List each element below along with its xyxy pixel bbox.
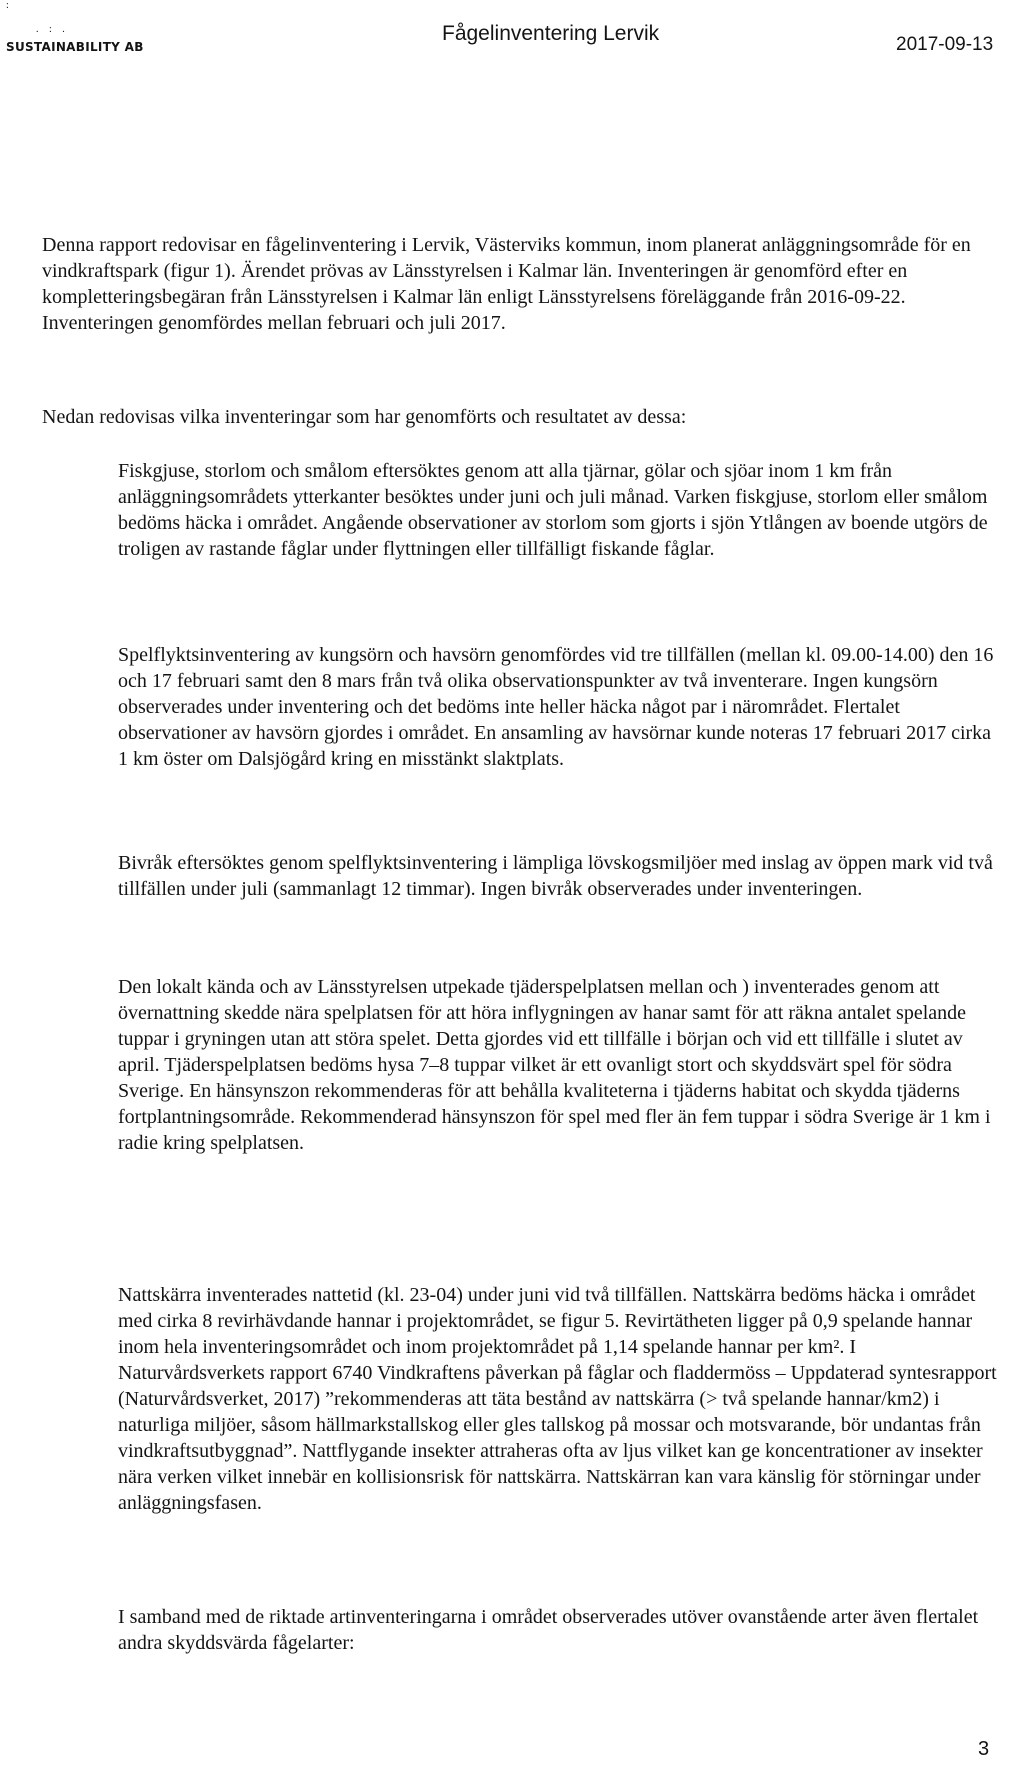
paragraph-fiskgjuse: Fiskgjuse, storlom och smålom eftersöktes genom att alla tjärnar, gölar och sjöar inom 1 km från anläggningsområdets ytterkanter besöktes under juni och juli månad. Varken fiskgjuse, storlom eller smålom bedöms häcka i området. Angående observationer av storlom som gjorts i sjön Ytlången av boende utgörs de troligen av rastande fåglar under flyttningen eller tillfälligt fiskande fåglar.: [118, 460, 988, 560]
logo-marks: . : .: [36, 24, 69, 35]
page-number: 3: [978, 1738, 990, 1760]
paragraph-ovriga: I samband med de riktade artinventeringarna i området observerades utöver ovanstående arter även flertalet andra skyddsvärda fågelarter:: [118, 1606, 979, 1654]
header-title: Fågelinventering Lervik: [442, 22, 660, 45]
paragraph-nattskarra: Nattskärra inventerades nattetid (kl. 23-04) under juni vid två tillfällen. Nattskärra bedöms häcka i området med cirka 8 revirhävdande hannar i projektområdet, se figur 5. Revirtätheten ligger på 0,9 spelande hannar inom hela inventeringsområdet och inom projektområdet på 1,14 spelande hannar per km². I Naturvårdsverkets rapport 6740 Vindkraftens påverkan på fåglar och fladdermöss – Uppdaterad syntesrapport (Naturvårdsverket, 2017) ”rekommenderas att täta bestånd av nattskärra (> två spelande hannar/km2) i naturliga miljöer, såsom hällmarkstallskog eller gles tallskog på mossar och motsvarande, bör undantas från vindkraftsutbyggnad”. Nattflygande insekter attraheras ofta av ljus vilket kan ge koncentrationer av insekter nära verken vilket innebär en kollisionsrisk för nattskärra. Nattskärran kan vara känslig för störningar under anläggningsfasen.: [118, 1284, 997, 1514]
company-name: SUSTAINABILITY AB: [6, 40, 144, 54]
paragraph-intro: Denna rapport redovisar en fågelinventering i Lervik, Västerviks kommun, inom planerat anläggningsområde för en vindkraftspark (figur 1). Ärendet prövas av Länsstyrelsen i Kalmar län. Inventeringen är genomförd efter en kompletteringsbegäran från Länsstyrelsen i Kalmar län enligt Länsstyrelsens föreläggande från 2016-09-22. Inventeringen genomfördes mellan februari och juli 2017.: [42, 234, 971, 334]
paragraph-overview: Nedan redovisas vilka inventeringar som har genomförts och resultatet av dessa:: [42, 406, 687, 428]
paragraph-bivrak: Bivråk eftersöktes genom spelflyktsinventering i lämpliga lövskogsmiljöer med inslag av öppen mark vid två tillfällen under juli (sammanlagt 12 timmar). Ingen bivråk observerades under inventeringen.: [118, 852, 993, 900]
paragraph-orn: Spelflyktsinventering av kungsörn och havsörn genomfördes vid tre tillfällen (mellan kl. 09.00-14.00) den 16 och 17 februari samt den 8 mars från två olika observationspunkter av två inventerare. Ingen kungsörn observerades under inventering och det bedöms inte heller häcka något par i närområdet. Flertalet observationer av havsörn gjordes i området. En ansamling av havsörnar kunde noteras 17 februari 2017 cirka 1 km öster om Dalsjögård kring en misstänkt slaktplats.: [118, 644, 994, 770]
scan-mark: :: [6, 0, 9, 11]
paragraph-tjader: Den lokalt kända och av Länsstyrelsen utpekade tjäderspelplatsen mellan och ) inventerades genom att övernattning skedde nära spelplatsen för att höra inflygningen av hanar samt för att räkna antalet spelande tuppar i gryningen utan att störa spelet. Detta gjordes vid ett tillfälle i början och vid ett tillfälle i slutet av april. Tjäderspelplatsen bedöms hysa 7–8 tuppar vilket är ett ovanligt stort och skyddsvärt spel för södra Sverige. En hänsynszon rekommenderas för att behålla kvaliteterna i tjäderns habitat och skydda tjäderns fortplantningsområde. Rekommenderad hänsynszon för spel med fler än fem tuppar i södra Sverige är 1 km i radie kring spelplatsen.: [118, 976, 991, 1154]
header-date: 2017-09-13: [896, 34, 994, 55]
